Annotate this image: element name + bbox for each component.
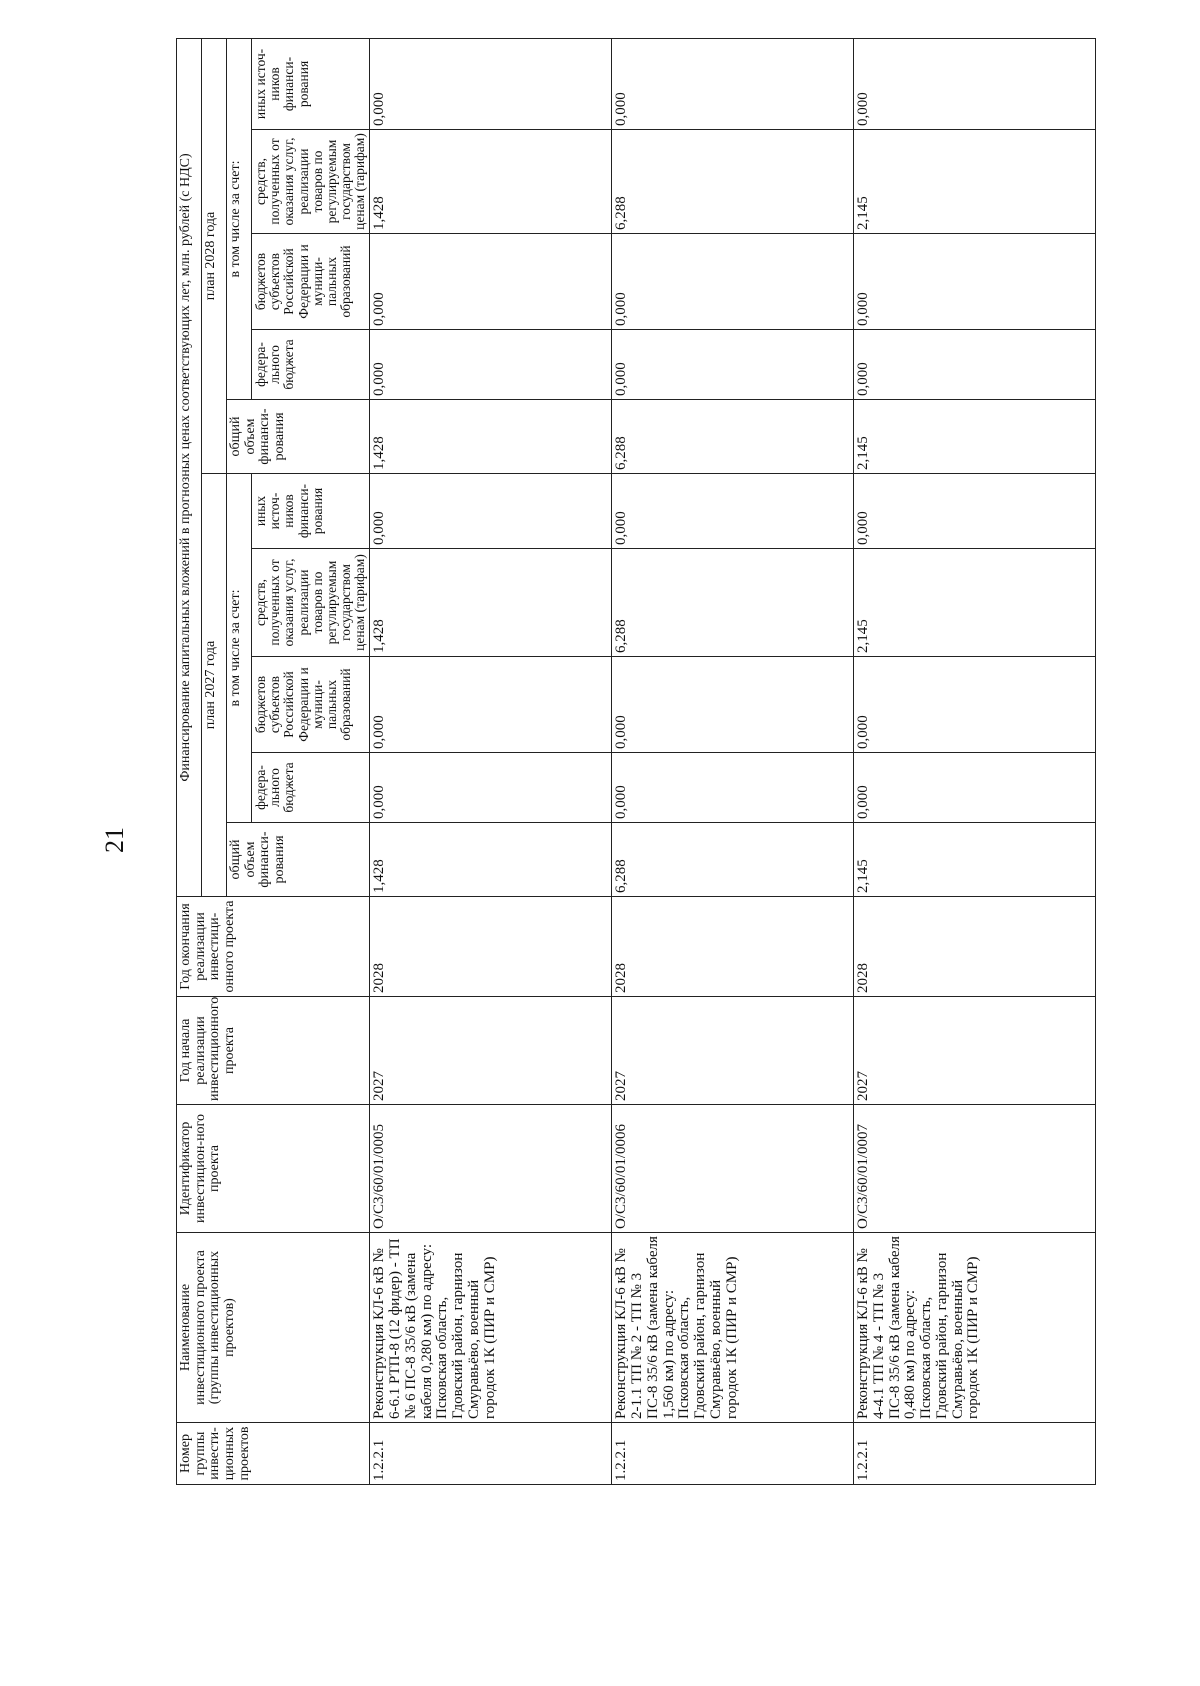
cell-2028-federal: 0,000 [854, 330, 1096, 400]
cell-2028-other: 0,000 [854, 38, 1096, 129]
header-financing: Финансирование капитальных вложений в прогнозных ценах соответствующих лет, млн. рублей (с НДС) [177, 38, 202, 896]
cell-2028-other: 0,000 [370, 38, 612, 129]
cell-2028-regional: 0,000 [854, 234, 1096, 330]
cell-start-year: 2027 [854, 997, 1096, 1105]
header-2027-total: общий объем финанси-рования [227, 823, 370, 897]
cell-2028-tariff: 6,288 [612, 130, 854, 234]
cell-2028-tariff: 1,428 [370, 130, 612, 234]
cell-2028-other: 0,000 [612, 38, 854, 129]
header-start-year: Год начала реализации инвестиционного проекта [177, 997, 370, 1105]
header-identifier: Идентификатор инвестицион-ного проекта [177, 1105, 370, 1233]
header-group-number: Номер группы инвести-ционных проектов [177, 1423, 370, 1485]
header-2027-other: иных источ-ников финанси-рования [252, 474, 370, 549]
cell-2027-federal: 0,000 [612, 753, 854, 823]
cell-2028-federal: 0,000 [370, 330, 612, 400]
cell-2027-tariff: 2,145 [854, 549, 1096, 657]
header-2028-other: иных источ-ников финанси-рования [252, 38, 370, 129]
cell-2028-total: 2,145 [854, 400, 1096, 474]
header-2028-tariff: средств, полученных от оказания услуг, реализации товаров по регулируемым государством ценам (тарифам) [252, 130, 370, 234]
header-2028-total: общий объем финанси-рования [227, 400, 370, 474]
cell-2027-tariff: 6,288 [612, 549, 854, 657]
header-2027-tariff: средств, полученных от оказания услуг, реализации товаров по регулируемым государством ценам (тарифам) [252, 549, 370, 657]
header-2028-regional: бюджетов субъектов Российской Федерации и муници-пальных образований [252, 234, 370, 330]
cell-2027-regional: 0,000 [612, 657, 854, 753]
cell-end-year: 2028 [370, 897, 612, 997]
header-project-name: Наименование инвестиционного проекта (группы инвестиционных проектов) [177, 1233, 370, 1423]
cell-name: Реконструкция КЛ-6 кВ № 4-4.1 ТП № 4 - ТП № 3 ПС-8 35/6 кВ (замена кабеля 0,480 км) по адресу: Псковская область, Гдовский район, гарнизон Смуравьёво, военный городок 1К (ПИР и СМР) [854, 1233, 1096, 1423]
cell-2027-other: 0,000 [370, 474, 612, 549]
cell-2027-other: 0,000 [612, 474, 854, 549]
cell-2028-tariff: 2,145 [854, 130, 1096, 234]
cell-2028-regional: 0,000 [370, 234, 612, 330]
cell-2027-tariff: 1,428 [370, 549, 612, 657]
cell-2027-total: 6,288 [612, 823, 854, 897]
cell-2027-federal: 0,000 [370, 753, 612, 823]
header-2028-federal: федера-льного бюджета [252, 330, 370, 400]
cell-end-year: 2028 [854, 897, 1096, 997]
table-row [854, 38, 1096, 1484]
header-end-year: Год окончания реализации инвестици-онного проекта [177, 897, 370, 997]
cell-2028-federal: 0,000 [612, 330, 854, 400]
investment-table-container [176, 48, 1096, 1485]
cell-2027-regional: 0,000 [854, 657, 1096, 753]
header-plan-2028: план 2028 года [202, 38, 227, 473]
cell-2027-regional: 0,000 [370, 657, 612, 753]
cell-name: Реконструкция КЛ-6 кВ № 6-6.1 РТП-8 (12 фидер) - ТП № 6 ПС-8 35/6 кВ (замена кабеля 0,280 км) по адресу: Псковская область, Гдовский район, гарнизон Смуравьёво, военный городок 1К (ПИР и СМР) [370, 1233, 612, 1423]
cell-id: O/C3/60/01/0007 [854, 1105, 1096, 1233]
cell-start-year: 2027 [370, 997, 612, 1105]
cell-group: 1.2.2.1 [370, 1423, 612, 1485]
cell-2027-federal: 0,000 [854, 753, 1096, 823]
cell-name: Реконструкция КЛ-6 кВ № 2-1.1 ТП № 2 - ТП № 3 ПС-8 35/6 кВ (замена кабеля 1,560 км) по адресу: Псковская область, Гдовский район, гарнизон Смуравьёво, военный городок 1К (ПИР и СМР) [612, 1233, 854, 1423]
cell-end-year: 2028 [612, 897, 854, 997]
header-plan-2027: план 2027 года [202, 474, 227, 897]
header-2027-including: в том числе за счет: [227, 474, 252, 823]
cell-id: O/C3/60/01/0005 [370, 1105, 612, 1233]
header-2027-regional: бюджетов субъектов Российской Федерации и муници-пальных образований [252, 657, 370, 753]
cell-2028-total: 6,288 [612, 400, 854, 474]
page-number: 21 [100, 827, 129, 853]
cell-2027-other: 0,000 [854, 474, 1096, 549]
investment-table [176, 38, 1096, 1485]
cell-group: 1.2.2.1 [854, 1423, 1096, 1485]
table-row [612, 38, 854, 1484]
header-2027-federal: федера-льного бюджета [252, 753, 370, 823]
table-row [370, 38, 612, 1484]
header-2028-including: в том числе за счет: [227, 38, 252, 399]
cell-group: 1.2.2.1 [612, 1423, 854, 1485]
cell-start-year: 2027 [612, 997, 854, 1105]
cell-2027-total: 2,145 [854, 823, 1096, 897]
cell-2028-regional: 0,000 [612, 234, 854, 330]
cell-2027-total: 1,428 [370, 823, 612, 897]
cell-2028-total: 1,428 [370, 400, 612, 474]
cell-id: O/C3/60/01/0006 [612, 1105, 854, 1233]
